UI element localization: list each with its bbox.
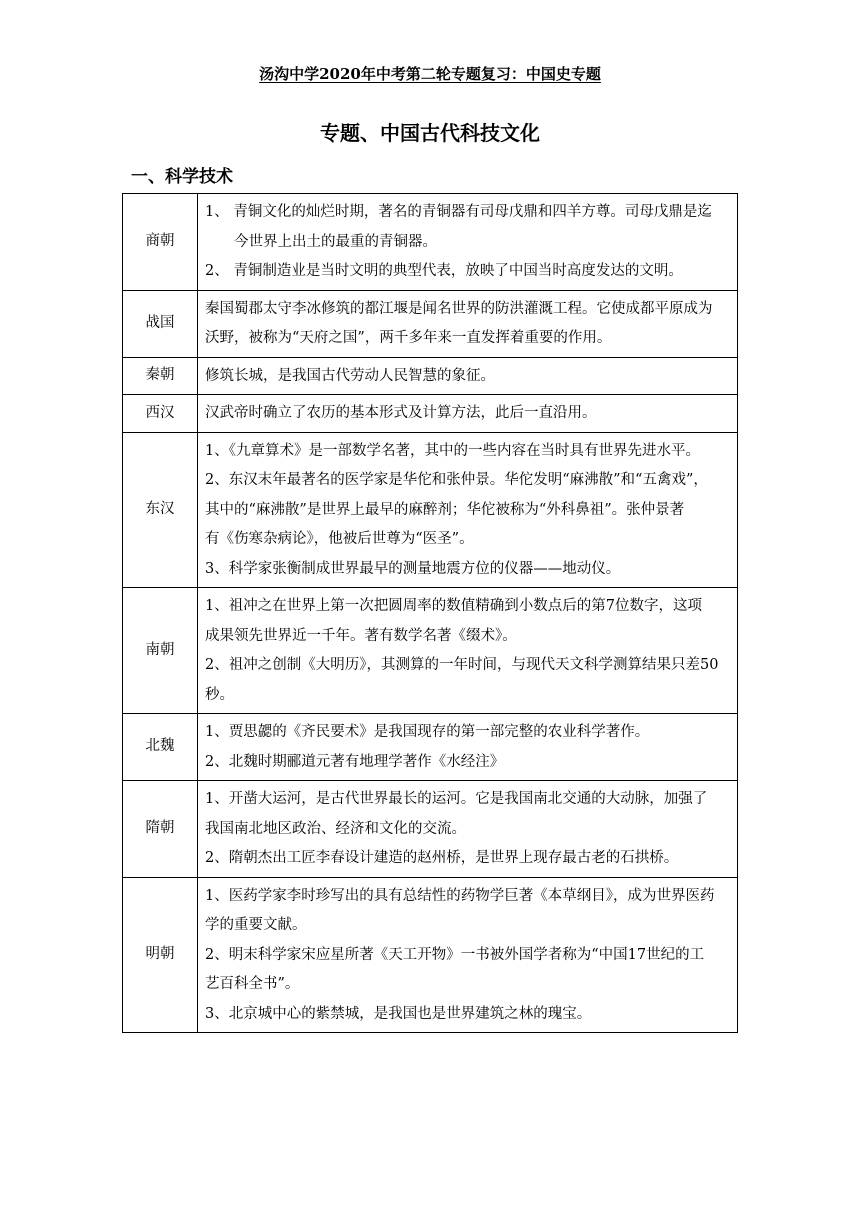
content-line: 成果领先世界近一千年。著有数学名著《缀术》。: [205, 627, 517, 644]
content-cell: [198, 357, 738, 395]
content-line: 1、贾思勰的《齐民要术》是我国现存的第一部完整的农业科学著作。: [205, 724, 650, 740]
era-cell: 东汉: [123, 432, 198, 588]
content-cell: [198, 194, 738, 291]
content-line: 学的重要文献。: [205, 917, 307, 933]
table-row: [123, 290, 738, 357]
era-cell: 隋朝: [123, 781, 198, 878]
table-row: [123, 432, 738, 588]
content-line: 2、隋朝杰出工匠李春设计建造的赵州桥，是世界上现存最古老的石拱桥。: [205, 850, 679, 866]
table-row: [123, 395, 738, 433]
content-cell: [198, 432, 738, 588]
document-header: [0, 63, 860, 84]
era-cell: 明朝: [123, 877, 198, 1033]
section-heading: 一、科学技术: [131, 167, 233, 187]
content-line: 艺百科全书”。: [205, 976, 300, 992]
content-line: 1、《九章算术》是一部数学名著，其中的一些内容在当时具有世界先进水平。: [205, 442, 700, 459]
era-cell: 北魏: [123, 714, 198, 781]
era-cell: 商朝: [123, 194, 198, 291]
science-tech-table: [122, 193, 738, 1033]
table-row: [123, 194, 738, 291]
table-row: [123, 357, 738, 395]
content-line: 秦国蜀郡太守李冰修筑的都江堰是闻名世界的防洪灌溉工程。它使成都平原成为: [205, 300, 713, 317]
table-row: [123, 877, 738, 1033]
content-line: 有《伤寒杂病论》，他被后世尊为“医圣”。: [205, 531, 474, 547]
content-cell: [198, 588, 738, 714]
content-line: 2、明末科学家宋应星所著《天工开物》一书被外国学者称为“中国17世纪的工: [205, 946, 705, 963]
table-row: [123, 781, 738, 878]
content-cell: [198, 877, 738, 1033]
content-line: 3、科学家张衡制成世界最早的测量地震方位的仪器——地动仪。: [205, 560, 621, 577]
content-cell: [198, 290, 738, 357]
content-line: 其中的“麻沸散”是世界上最早的麻醉剂；华佗被称为“外科鼻祖”。张仲景著: [205, 501, 685, 518]
content-cell: [198, 781, 738, 878]
content-cell: [198, 395, 738, 433]
content-line: 1、 青铜文化的灿烂时期，著名的青铜器有司母戊鼎和四羊方尊。司母戊鼎是迄: [205, 204, 712, 220]
content-line: 今世界上出土的最重的青铜器。: [234, 233, 437, 250]
content-line: 1、医药学家李时珍写出的具有总结性的药物学巨著《本草纲目》，成为世界医药: [205, 887, 715, 904]
content-line: 修筑长城，是我国古代劳动人民智慧的象征。: [205, 367, 495, 384]
content-line: 沃野，被称为“天府之国”，两千多年来一直发挥着重要的作用。: [205, 330, 612, 346]
content-line: 2、北魏时期郦道元著有地理学著作《水经注》: [205, 753, 505, 770]
header-text: 汤沟中学2020年中考第二轮专题复习：中国史专题: [259, 65, 601, 83]
era-cell: 秦朝: [123, 357, 198, 395]
page-title: 专题、中国古代科技文化: [320, 121, 540, 145]
era-cell: 战国: [123, 290, 198, 357]
table-row: [123, 588, 738, 714]
content-line: 2、东汉末年最著名的医学家是华佗和张仲景。华佗发明“麻沸散”和“五禽戏”，: [205, 472, 708, 488]
content-line: 2、祖冲之创制《大明历》，其测算的一年时间，与现代天文科学测算结果只差50: [205, 657, 719, 673]
content-line: 1、开凿大运河，是古代世界最长的运河。它是我国南北交通的大动脉，加强了: [205, 791, 708, 807]
content-line: 我国南北地区政治、经济和文化的交流。: [205, 820, 466, 837]
content-line: 2、 青铜制造业是当时文明的典型代表，放映了中国当时高度发达的文明。: [205, 263, 683, 279]
content-line: 3、北京城中心的紫禁城，是我国也是世界建筑之林的瑰宝。: [205, 1005, 592, 1022]
era-cell: 西汉: [123, 395, 198, 433]
content-line: 1、祖冲之在世界上第一次把圆周率的数值精确到小数点后的第7位数字，这项: [205, 598, 702, 614]
content-line: 秒。: [205, 686, 234, 703]
era-cell: 南朝: [123, 588, 198, 714]
content-line: 汉武帝时确立了农历的基本形式及计算方法，此后一直沿用。: [205, 405, 597, 421]
content-cell: [198, 714, 738, 781]
table-row: [123, 714, 738, 781]
